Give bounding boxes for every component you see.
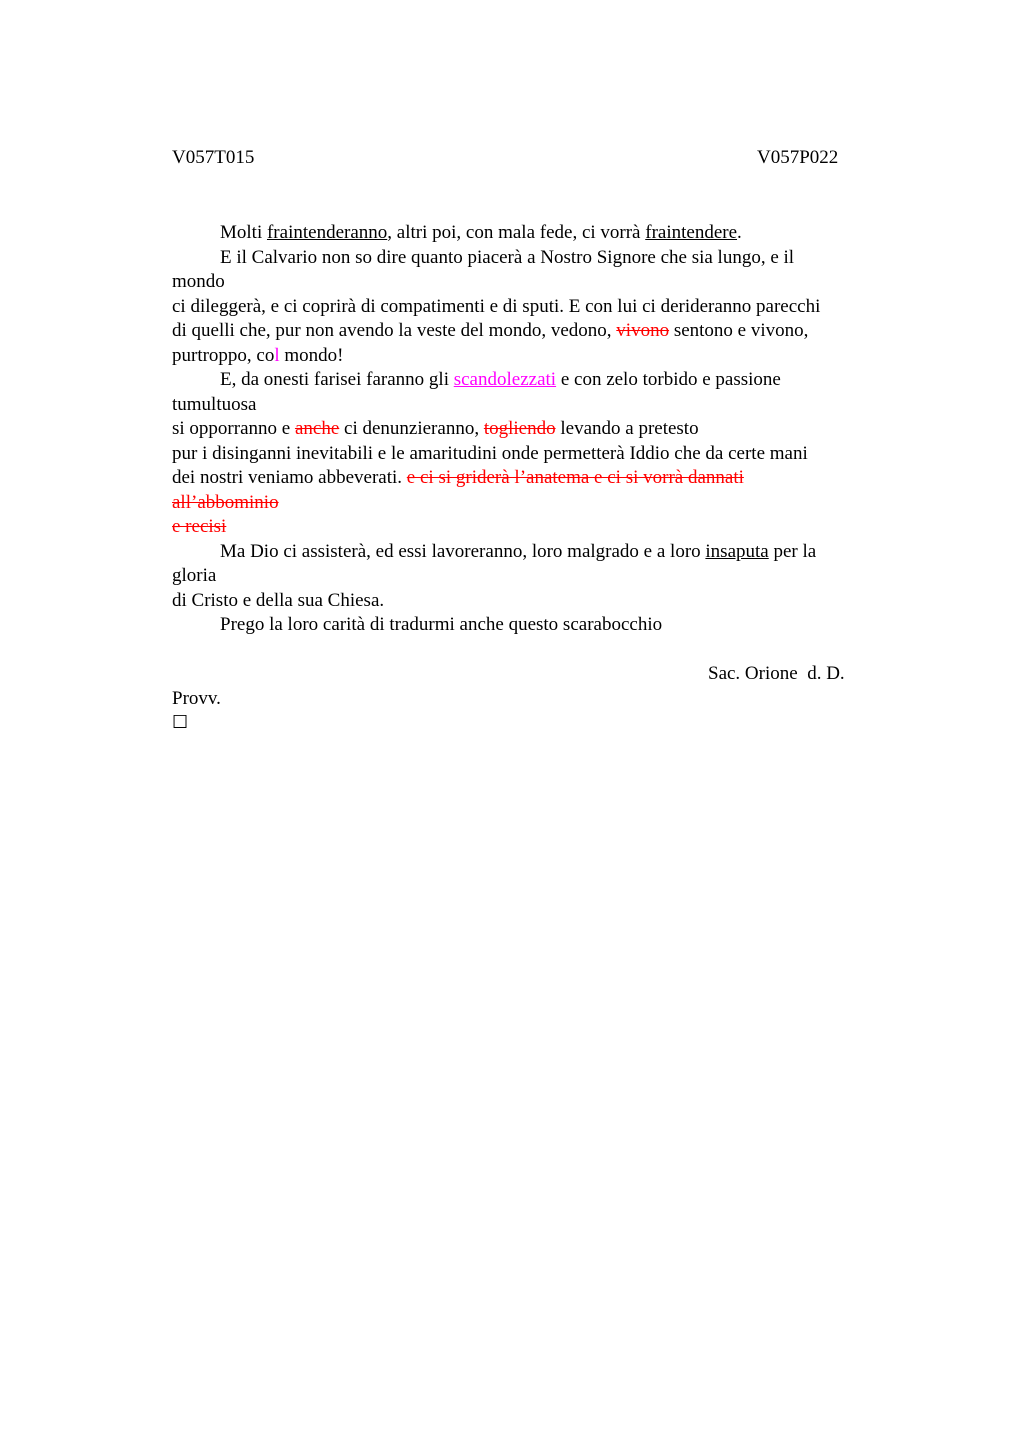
paragraph-5-line-1: Prego la loro carità di tradurmi anche questo scarabocchio [220,614,663,635]
text-segment: si opporranno e [172,418,295,439]
deleted-text: all’abbominio [172,491,279,513]
paragraph-2-line-4 [172,319,882,344]
header-left-code: V057T015 [172,147,255,168]
text-segment: sentono e vivono, [669,320,809,341]
paragraph-3-line-6 [172,491,882,516]
deleted-text: e recisi [172,516,227,537]
paragraph-3-line-1 [172,368,882,393]
deleted-text: e ci si griderà l’anatema e ci si vorrà dannati [406,467,744,488]
paragraph-4-line-3: di Cristo e della sua Chiesa. [172,589,385,611]
paragraph-3-line-2: tumultuosa [172,393,257,415]
text-segment: dei nostri veniamo abbeverati. [172,467,407,488]
inserted-text: scandolezzati [453,369,557,390]
paragraph-3-line-5 [172,466,882,491]
deleted-text: togliendo [483,418,556,439]
deleted-text: anche [294,418,340,439]
text-segment: purtroppo, co [172,344,275,366]
underlined-word: insaputa [705,540,769,562]
letter-body [172,221,882,736]
paragraph-4-line-2: gloria [172,565,217,586]
text-segment: per la [768,540,817,562]
text-segment: Ma Dio ci assisterà, ed essi lavoreranno, loro malgrado e a loro [220,540,706,562]
checkbox-icon: ☐ [172,712,189,733]
text-segment: . [737,222,742,243]
paragraph-4-line-1 [172,540,882,565]
text-segment: levando a pretesto [555,418,699,439]
header-right-code: V057P022 [757,147,839,168]
paragraph-2-line-3: ci dileggerà, e ci coprirà di compatimenti e di sputi. E con lui ci derideranno parecchi [172,295,821,317]
text-segment: , altri poi, con mala fede, ci vorrà [387,222,646,243]
paragraph-2-line-1: E il Calvario non so dire quanto piacerà a Nostro Signore che sia lungo, e il [220,246,795,268]
inserted-text: l [274,344,280,366]
text-segment: E, da onesti farisei faranno gli [220,369,454,390]
text-segment: mondo! [279,344,344,366]
provv-label: Provv. [172,687,221,709]
signature: Sac. Orione d. D. [708,663,845,684]
paragraph-1-line-1 [172,221,882,246]
blank-line [172,638,882,663]
text-segment: e con zelo torbido e passione [556,369,781,390]
text-segment: Molti [220,222,267,243]
paragraph-3-line-4: pur i disinganni inevitabili e le amaritudini onde permetterà Iddio che da certe mani [172,442,808,464]
underlined-word: fraintenderanno [266,222,388,243]
text-segment: ci denunzieranno, [339,418,484,439]
text-segment: di quelli che, pur non avendo la veste del mondo, vedono, [172,320,617,341]
paragraph-2-line-5 [172,344,882,369]
paragraph-3-line-7 [172,515,882,540]
deleted-text: vivono [616,320,670,341]
underlined-word: fraintendere [645,222,738,243]
paragraph-3-line-3 [172,417,882,442]
paragraph-2-line-2: mondo [172,271,225,292]
